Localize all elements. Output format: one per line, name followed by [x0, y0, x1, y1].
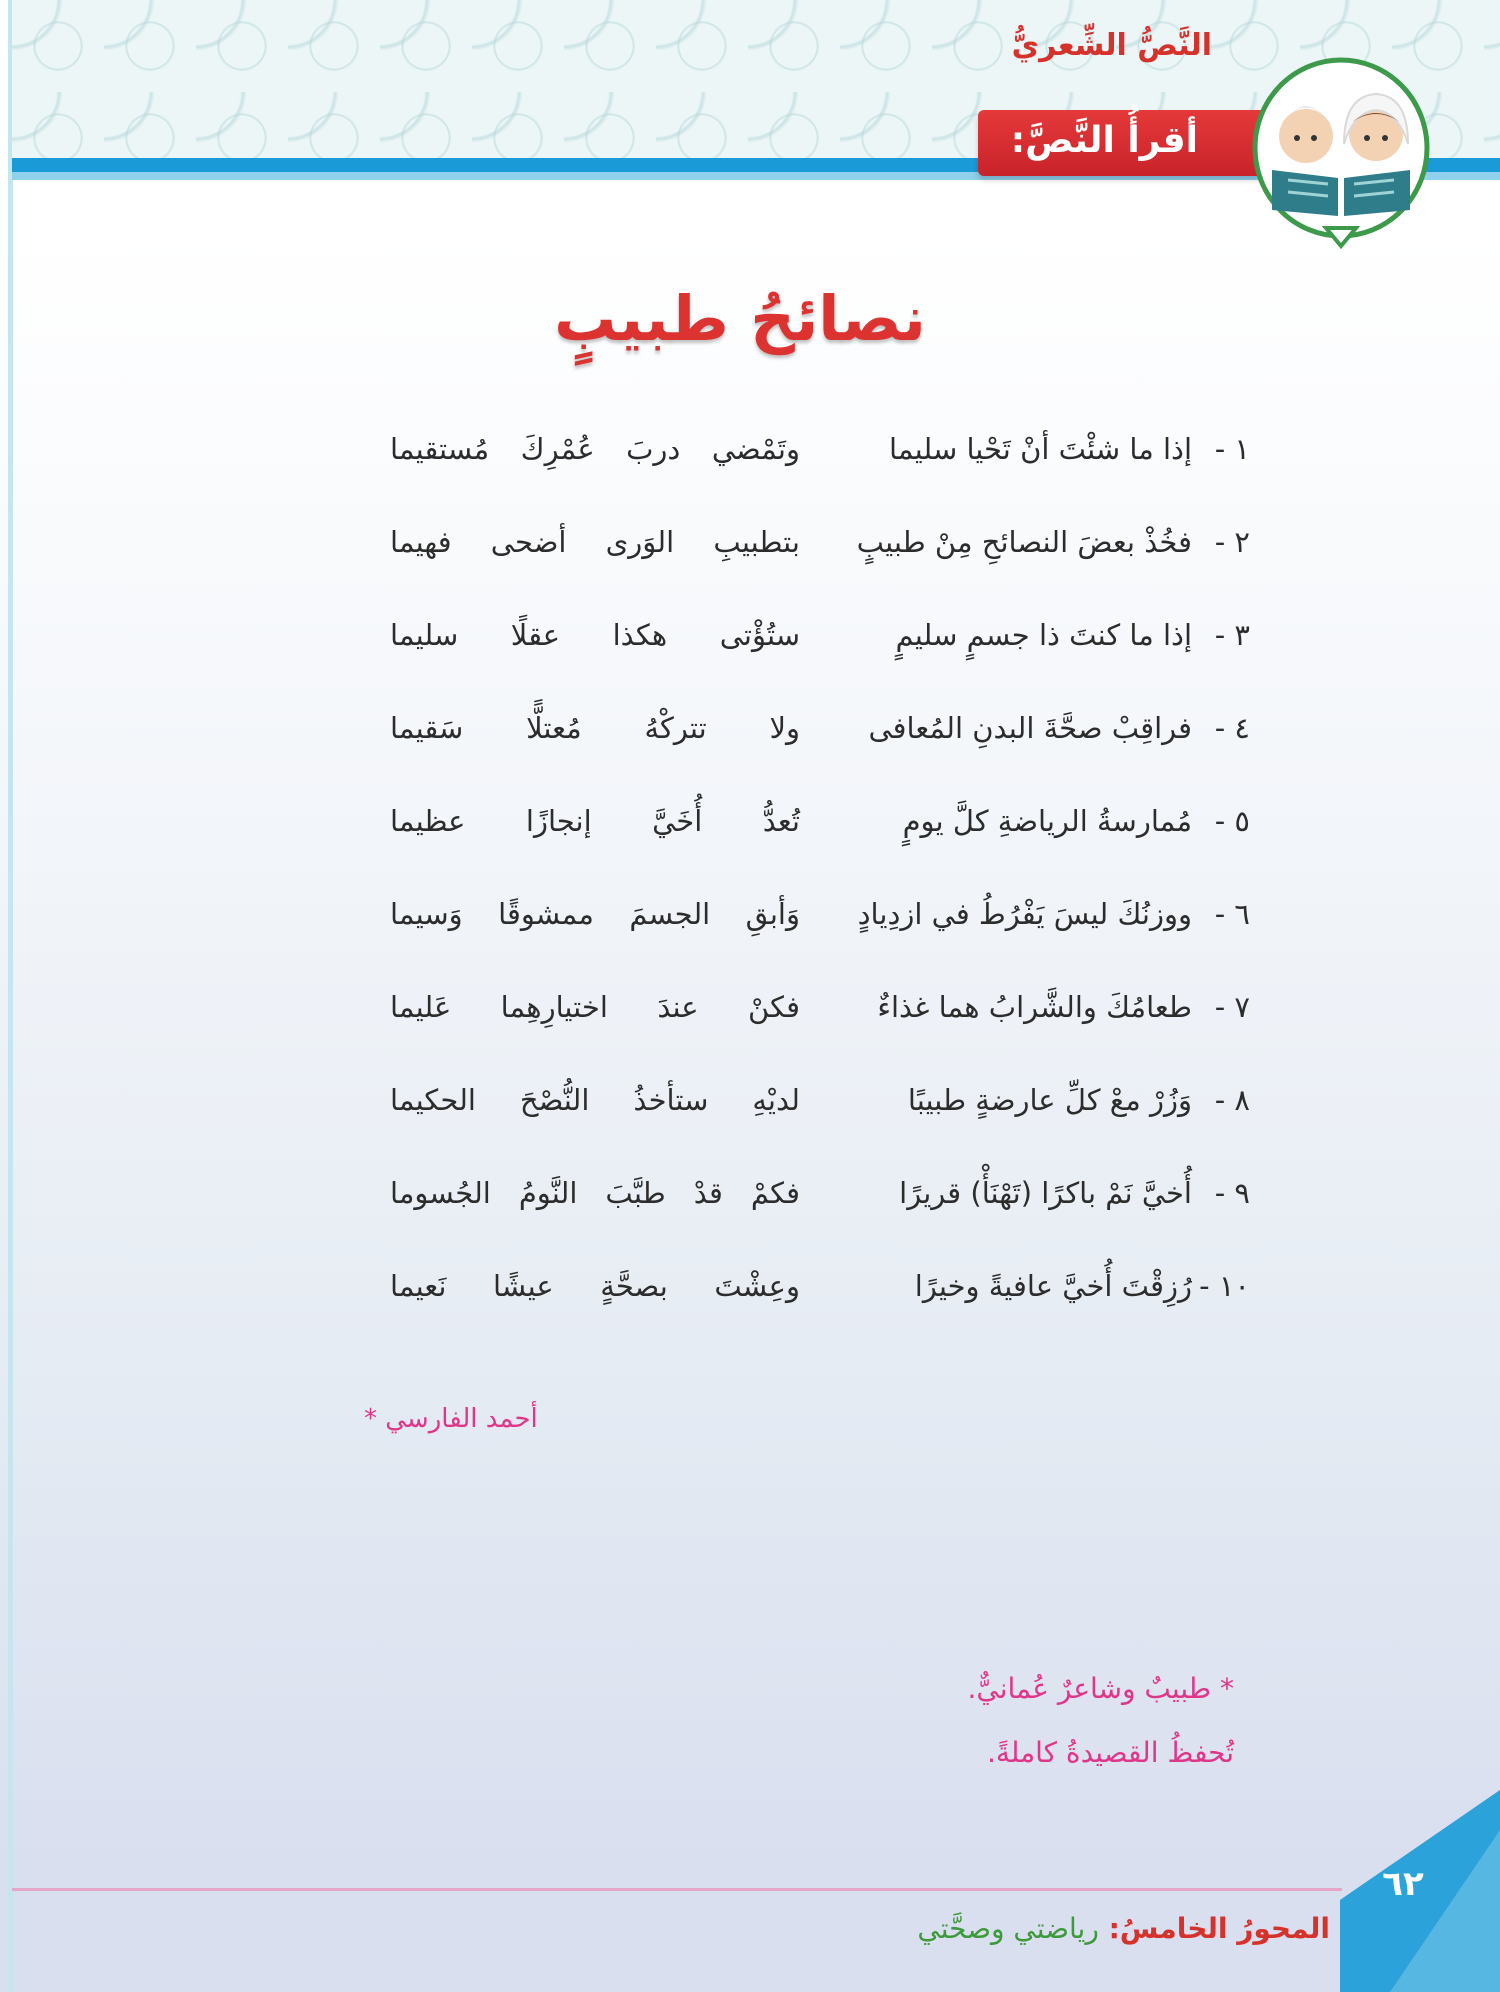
verse-row — [390, 513, 1250, 606]
verse-number: ١ - — [1214, 432, 1250, 466]
verse-first-hemistich: فراقِبْ صحَّةَ البدنِ المُعافى — [868, 711, 1192, 745]
footer-divider — [12, 1888, 1342, 1891]
verse-first-hemistich: وَزُرْ معْ كلِّ عارضةٍ طبيبًا — [907, 1083, 1192, 1117]
read-text-label: أقرأُ النَّصَّ: — [1010, 120, 1198, 161]
verse-row — [390, 1164, 1250, 1257]
verse-row — [390, 885, 1250, 978]
author-footnote: * طبيبٌ وشاعرٌ عُمانيٌّ. — [967, 1672, 1234, 1705]
footer-unit-theme: رياضتي وصحَّتي — [917, 1912, 1099, 1945]
verse-number: ٢ - — [1214, 525, 1250, 559]
verse-second-hemistich: فكمْ قدْ طبَّبَ النَّومُ الجُسوما — [390, 1176, 800, 1210]
footer-unit-title — [917, 1912, 1330, 1945]
verse-first-hemistich: ووزنُكَ ليسَ يَفْرُطُ في ازدِيادٍ — [857, 897, 1192, 931]
verse-first-hemistich: إذا ما كنتَ ذا جسمٍ سليمٍ — [895, 618, 1192, 652]
verse-second-hemistich: ولا تتركْهُ مُعتلًّا سَقيما — [390, 711, 800, 745]
verse-second-hemistich: فكنْ عندَ اختيارِهِما عَليما — [390, 990, 800, 1024]
verse-second-hemistich: ستُؤْتى هكذا عقلًا سليما — [390, 618, 800, 652]
verse-row — [390, 978, 1250, 1071]
verse-row — [390, 420, 1250, 513]
verse-second-hemistich: وَأبقِ الجسمَ ممشوقًا وَسيما — [390, 897, 800, 931]
verse-first-hemistich: مُمارسةُ الرياضةِ كلَّ يومٍ — [902, 804, 1192, 838]
footer-unit-label: المحورُ الخامسُ: — [1108, 1912, 1330, 1945]
verse-second-hemistich: بتطبيبِ الوَرى أضحى فهيما — [390, 525, 800, 559]
memorize-note: تُحفظُ القصيدةُ كاملةً. — [986, 1736, 1234, 1769]
reading-kids-icon — [1248, 52, 1434, 252]
verse-first-hemistich: فخُذْ بعضَ النصائحِ مِنْ طبيبٍ — [856, 525, 1192, 559]
verse-second-hemistich: وتَمْضي دربَ عُمْرِكَ مُستقيما — [390, 432, 800, 466]
page-edge — [8, 0, 13, 1992]
read-text-tab — [978, 110, 1268, 176]
verse-first-hemistich: إذا ما شئْتَ أنْ تَحْيا سليما — [889, 432, 1192, 466]
verse-number: ٨ - — [1214, 1083, 1250, 1117]
poem-author: أحمد الفارسي * — [364, 1404, 538, 1434]
verse-first-hemistich: رُزِقْتَ أُخيَّ عافيةً وخيرًا — [914, 1269, 1192, 1303]
verse-first-hemistich: طعامُكَ والشَّرابُ هما غذاءٌ — [877, 990, 1192, 1024]
verse-number: ٥ - — [1214, 804, 1250, 838]
page-number: ٦٢ — [1382, 1864, 1424, 1904]
verse-row — [390, 792, 1250, 885]
verse-second-hemistich: لديْهِ ستأخذُ النُّصْحَ الحكيما — [390, 1083, 800, 1117]
section-label: النَّصُّ الشِّعريُّ — [1011, 28, 1212, 63]
poem-verses — [390, 420, 1250, 1350]
verse-number: ١٠ - — [1199, 1269, 1250, 1303]
verse-number: ٣ - — [1214, 618, 1250, 652]
verse-second-hemistich: وعِشْتَ بصحَّةٍ عيشًا نَعيما — [390, 1269, 800, 1303]
verse-first-hemistich: أُخيَّ نَمْ باكرًا (تَهْنَأْ) قريرًا — [899, 1176, 1192, 1210]
verse-second-hemistich: تُعدُّ أُخَيَّ إنجازًا عظيما — [390, 804, 800, 838]
verse-number: ٩ - — [1214, 1176, 1250, 1210]
verse-row — [390, 699, 1250, 792]
verse-number: ٦ - — [1214, 897, 1250, 931]
verse-row — [390, 606, 1250, 699]
verse-row — [390, 1257, 1250, 1350]
verse-row — [390, 1071, 1250, 1164]
verse-number: ٧ - — [1214, 990, 1250, 1024]
verse-number: ٤ - — [1214, 711, 1250, 745]
poem-title: نصائحُ طبيبٍ — [554, 282, 926, 355]
